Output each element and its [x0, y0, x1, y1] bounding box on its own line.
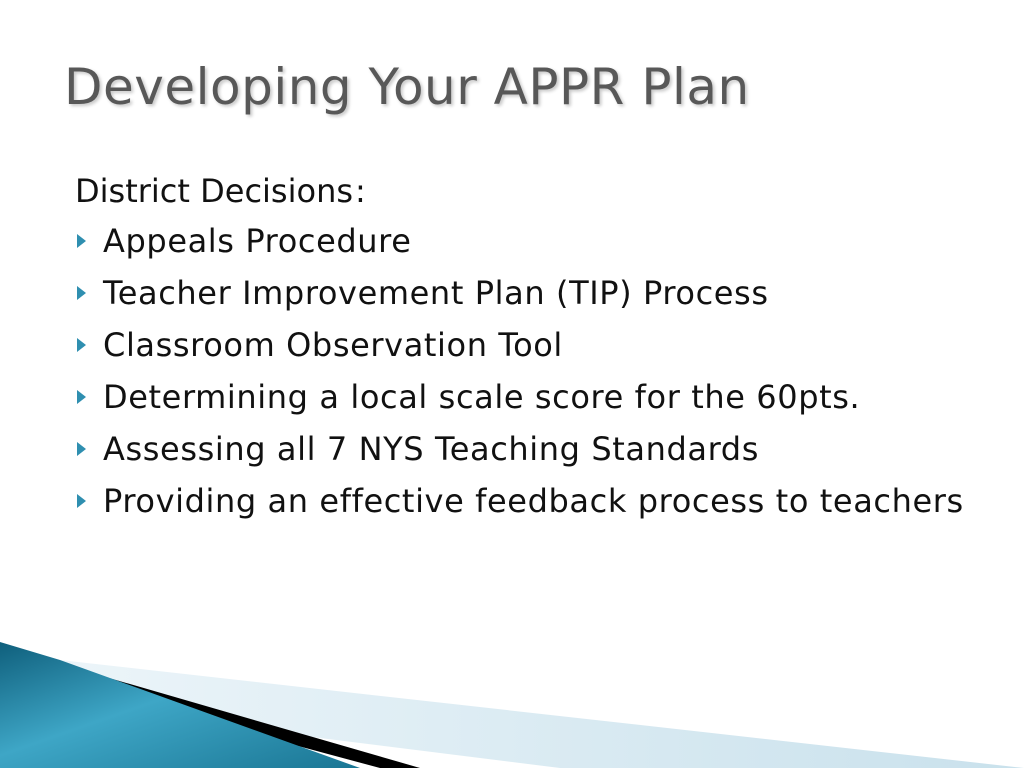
triangle-right-icon	[77, 286, 86, 300]
bullet-item	[75, 218, 975, 264]
bullet-item	[75, 270, 975, 316]
bullet-text: Appeals Procedure	[103, 222, 412, 260]
bullet-text: Assessing all 7 NYS Teaching Standards	[103, 430, 759, 468]
slide-title: Developing Your APPR Plan	[64, 58, 750, 116]
bullet-item	[75, 374, 975, 420]
bullet-item	[75, 322, 975, 368]
section-heading-colon: :	[355, 172, 366, 210]
triangle-right-icon	[77, 390, 86, 404]
corner-swoosh-decoration	[0, 638, 1024, 768]
section-heading-text: District Decisions	[75, 172, 354, 210]
bullet-text: Determining a local scale score for the 60pts.	[103, 378, 861, 416]
section-heading	[75, 168, 975, 214]
bullet-text: Classroom Observation Tool	[103, 326, 563, 364]
triangle-right-icon	[77, 494, 86, 508]
slide-content	[75, 168, 975, 530]
bullet-item	[75, 426, 975, 472]
triangle-right-icon	[77, 234, 86, 248]
bullet-text: Teacher Improvement Plan (TIP) Process	[103, 274, 769, 312]
bullet-item	[75, 478, 975, 524]
bullet-text: Providing an effective feedback process to teachers	[103, 482, 964, 520]
triangle-right-icon	[77, 442, 86, 456]
triangle-right-icon	[77, 338, 86, 352]
bullet-list	[75, 218, 975, 524]
